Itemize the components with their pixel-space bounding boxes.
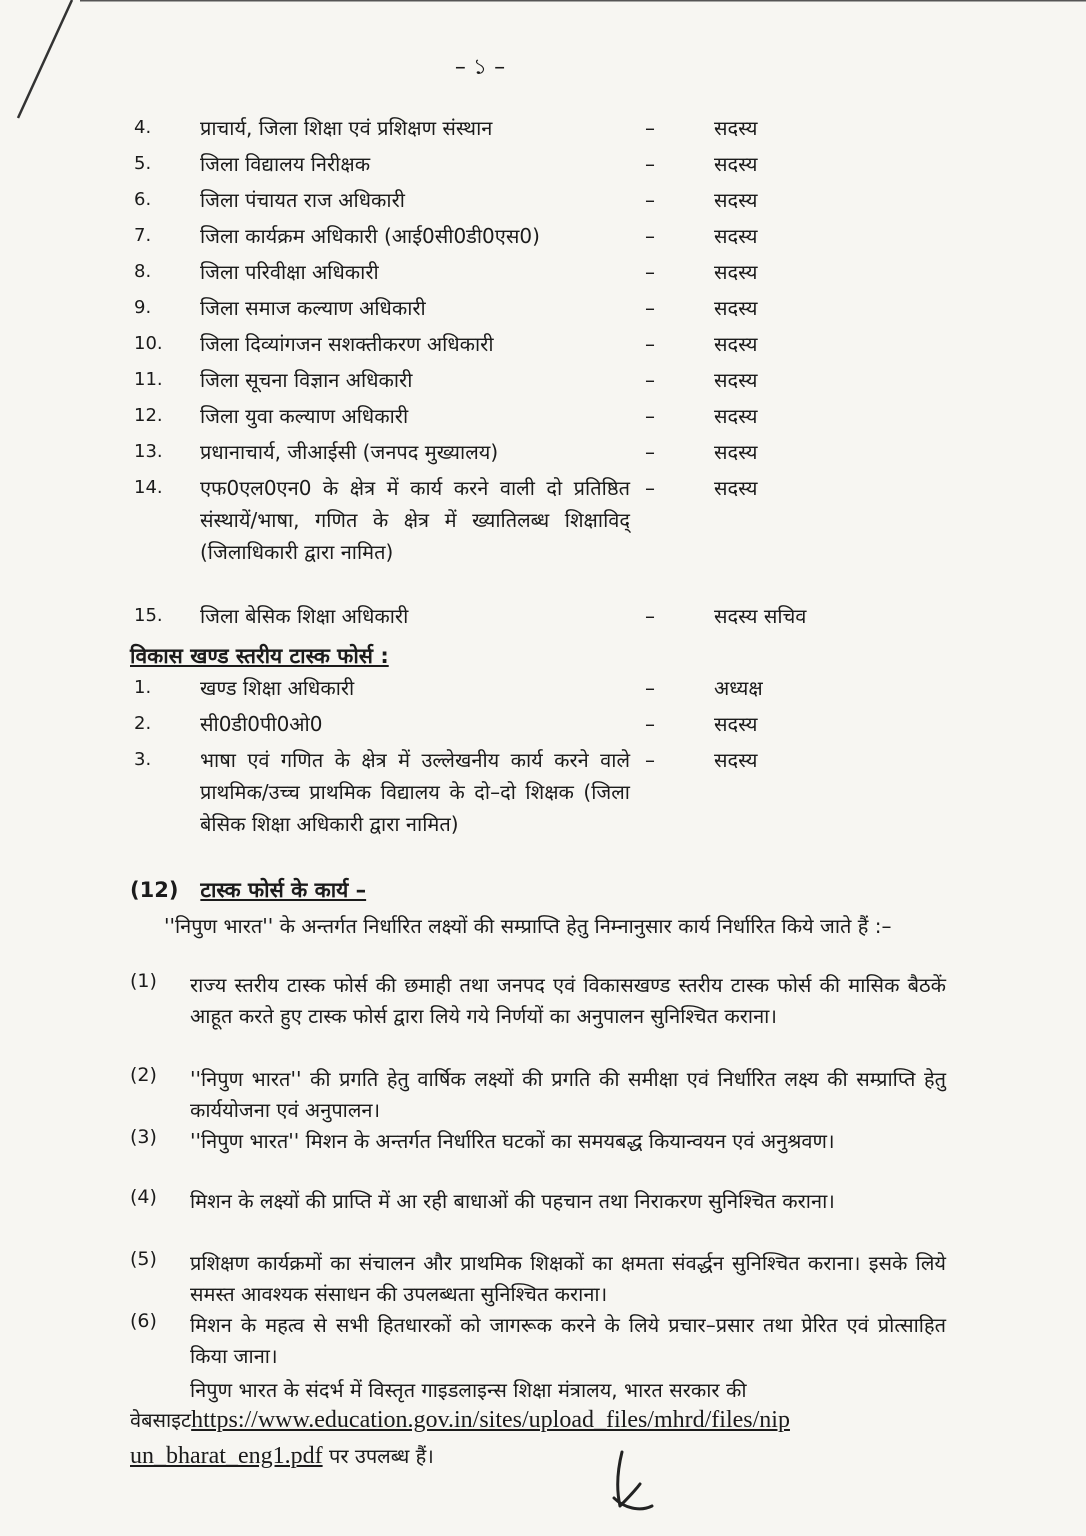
member-name: एफ0एल0एन0 के क्षेत्र में कार्य करने वाली दो प्रतिष्ठित संस्थायें/भाषा, गणित के क्षेत्र में ख्यातिलब्ध शिक्षाविद् (जिलाधिकारी द्वारा नामित) bbox=[200, 476, 630, 564]
closing-prefix: वेबसाइट bbox=[130, 1408, 192, 1432]
member-name: खण्ड शिक्षा अधिकारी bbox=[200, 676, 355, 700]
member-role: सदस्य bbox=[714, 368, 758, 392]
member-name: प्राचार्य, जिला शिक्षा एवं प्रशिक्षण संस्थान bbox=[200, 116, 493, 140]
member-role: सदस्य सचिव bbox=[714, 604, 807, 628]
member-name: जिला बेसिक शिक्षा अधिकारी bbox=[200, 604, 409, 628]
member-role: सदस्य bbox=[714, 712, 758, 736]
member-name: जिला कार्यक्रम अधिकारी (आई0सी0डी0एस0) bbox=[200, 224, 540, 248]
member-dash: – bbox=[645, 476, 655, 500]
item-number: (6) bbox=[130, 1310, 157, 1332]
member-dash: – bbox=[645, 368, 655, 392]
member-name: जिला सूचना विज्ञान अधिकारी bbox=[200, 368, 413, 392]
item-number: (3) bbox=[130, 1126, 157, 1148]
member-name: जिला विद्यालय निरीक्षक bbox=[200, 152, 371, 176]
member-dash: – bbox=[645, 260, 655, 284]
member-name: सी0डी0पी0ओ0 bbox=[200, 712, 323, 736]
page-number: – ১ – bbox=[454, 55, 506, 80]
member-dash: – bbox=[645, 224, 655, 248]
member-role: सदस्य bbox=[714, 224, 758, 248]
member-dash: – bbox=[645, 296, 655, 320]
member-role: सदस्य bbox=[714, 296, 758, 320]
member-role: सदस्य bbox=[714, 188, 758, 212]
member-dash: – bbox=[645, 116, 655, 140]
item-text: ''निपुण भारत'' की प्रगति हेतु वार्षिक लक्ष्यों की प्रगति की समीक्षा एवं निर्धारित लक्ष्य की सम्प्राप्ति हेतु कार्ययोजना एवं अनुपालन। bbox=[190, 1067, 946, 1122]
signature-mark bbox=[600, 1448, 660, 1518]
member-dash: – bbox=[645, 404, 655, 428]
item-text: मिशन के महत्व से सभी हितधारकों को जागरूक करने के लिये प्रचार–प्रसार तथा प्रेरित एवं प्रोत्साहित किया जाना। bbox=[190, 1313, 946, 1368]
member-dash: – bbox=[645, 152, 655, 176]
member-number: 2. bbox=[134, 713, 152, 734]
member-dash: – bbox=[645, 712, 655, 736]
item-text: राज्य स्तरीय टास्क फोर्स की छमाही तथा जनपद एवं विकासखण्ड स्तरीय टास्क फोर्स की मासिक बैठकें आहूत करते हुए टास्क फोर्स द्वारा लिये गये निर्णयों का अनुपालन सुनिश्चित कराना। bbox=[190, 973, 946, 1028]
member-name: जिला समाज कल्याण अधिकारी bbox=[200, 296, 426, 320]
block-task-force-heading: विकास खण्ड स्तरीय टास्क फोर्स : bbox=[130, 644, 389, 668]
member-dash: – bbox=[645, 440, 655, 464]
member-name: जिला पंचायत राज अधिकारी bbox=[200, 188, 405, 212]
member-role: अध्यक्ष bbox=[714, 676, 763, 700]
member-name: प्रधानाचार्य, जीआईसी (जनपद मुख्यालय) bbox=[200, 440, 499, 464]
member-number: 10. bbox=[134, 333, 163, 354]
member-name: जिला युवा कल्याण अधिकारी bbox=[200, 404, 409, 428]
closing-line: निपुण भारत के संदर्भ में विस्तृत गाइडलाइन्स शिक्षा मंत्रालय, भारत सरकार की bbox=[190, 1378, 747, 1402]
section-number: (12) bbox=[130, 878, 179, 902]
member-dash: – bbox=[645, 676, 655, 700]
member-role: सदस्य bbox=[714, 152, 758, 176]
item-number: (4) bbox=[130, 1186, 157, 1208]
member-role: सदस्य bbox=[714, 476, 758, 500]
section-12-heading bbox=[130, 876, 366, 904]
member-number: 9. bbox=[134, 297, 152, 318]
member-role: सदस्य bbox=[714, 440, 758, 464]
section-intro: ''निपुण भारत'' के अन्तर्गत निर्धारित लक्ष्यों की सम्प्राप्ति हेतु निम्नानुसार कार्य निर्धारित किये जाते हैं :– bbox=[164, 914, 892, 938]
member-number: 6. bbox=[134, 189, 152, 210]
member-role: सदस्य bbox=[714, 404, 758, 428]
guidelines-link-continued[interactable]: un_bharat_eng1.pdf bbox=[130, 1443, 323, 1469]
member-number: 5. bbox=[134, 153, 152, 174]
item-text: ''निपुण भारत'' मिशन के अन्तर्गत निर्धारित घटकों का समयबद्ध कियान्वयन एवं अनुश्रवण। bbox=[190, 1129, 835, 1153]
item-number: (5) bbox=[130, 1248, 157, 1270]
member-number: 1. bbox=[134, 677, 152, 698]
item-text: प्रशिक्षण कार्यक्रमों का संचालन और प्राथमिक शिक्षकों का क्षमता संवर्द्धन सुनिश्चित कराना। इसके लिये समस्त आवश्यक संसाधन की उपलब्धता सुनिश्चित कराना। bbox=[190, 1251, 946, 1306]
member-number: 12. bbox=[134, 405, 163, 426]
member-number: 14. bbox=[134, 477, 163, 498]
closing-url-line bbox=[130, 1404, 950, 1436]
item-text: मिशन के लक्ष्यों की प्राप्ति में आ रही बाधाओं की पहचान तथा निराकरण सुनिश्चित कराना। bbox=[190, 1189, 835, 1213]
member-role: सदस्य bbox=[714, 332, 758, 356]
member-number: 13. bbox=[134, 441, 163, 462]
member-number: 11. bbox=[134, 369, 163, 390]
member-number: 4. bbox=[134, 117, 152, 138]
closing-suffix: पर उपलब्ध हैं। bbox=[322, 1444, 434, 1468]
member-number: 8. bbox=[134, 261, 152, 282]
section-title: टास्क फोर्स के कार्य – bbox=[200, 878, 367, 902]
member-role: सदस्य bbox=[714, 260, 758, 284]
member-dash: – bbox=[645, 604, 655, 628]
item-number: (1) bbox=[130, 970, 157, 992]
member-name: जिला परिवीक्षा अधिकारी bbox=[200, 260, 379, 284]
item-number: (2) bbox=[130, 1064, 157, 1086]
member-number: 15. bbox=[134, 605, 163, 626]
member-number: 7. bbox=[134, 225, 152, 246]
member-role: सदस्य bbox=[714, 748, 758, 772]
member-number: 3. bbox=[134, 749, 152, 770]
member-dash: – bbox=[645, 188, 655, 212]
guidelines-link[interactable]: https://www.education.gov.in/sites/upload_files/mhrd/files/nip bbox=[191, 1407, 790, 1433]
member-dash: – bbox=[645, 332, 655, 356]
member-dash: – bbox=[645, 748, 655, 772]
member-name: भाषा एवं गणित के क्षेत्र में उल्लेखनीय कार्य करने वाले प्राथमिक/उच्च प्राथमिक विद्यालय के दो–दो शिक्षक (जिला बेसिक शिक्षा अधिकारी द्वारा नामित) bbox=[200, 748, 630, 836]
closing-url-line-2 bbox=[130, 1440, 950, 1472]
member-role: सदस्य bbox=[714, 116, 758, 140]
member-name: जिला दिव्यांगजन सशक्तीकरण अधिकारी bbox=[200, 332, 494, 356]
